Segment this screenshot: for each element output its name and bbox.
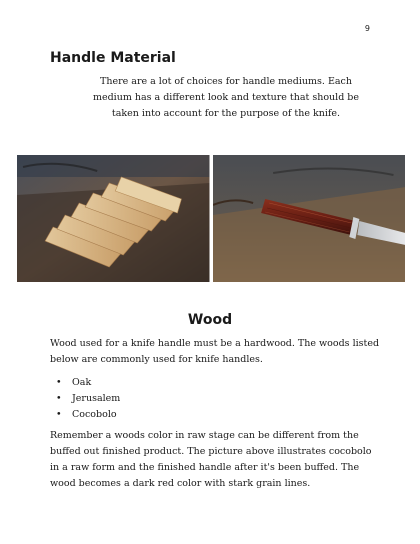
closing-paragraph: Remember a woods color in raw stage can be different from the buffed out finished product. The picture above illustrates cocobolo in a raw form and the finished handle after it's been buffed. The wood becomes a dark red color with stark grain lines. bbox=[50, 430, 372, 489]
section-heading: Handle Material bbox=[50, 50, 176, 66]
wood-intro-paragraph: Wood used for a knife handle must be a hardwood. The woods listed below are commonly used for knife handles. bbox=[50, 338, 380, 365]
list-item: • Jerusalem bbox=[50, 391, 120, 407]
intro-paragraph: There are a lot of choices for handle mediums. Each medium has a different look and texture that should be taken into account for the purpose of the knife. bbox=[92, 76, 360, 119]
finished-knife-handle-photo bbox=[213, 155, 406, 282]
list-item: • Cocobolo bbox=[50, 407, 120, 423]
wood-heading: Wood bbox=[187, 312, 233, 328]
raw-wood-blanks-photo bbox=[17, 155, 210, 282]
photo-strip bbox=[17, 155, 405, 282]
wood-list bbox=[50, 375, 120, 423]
list-item: • Oak bbox=[50, 375, 120, 391]
page-number: 9 bbox=[364, 24, 370, 33]
